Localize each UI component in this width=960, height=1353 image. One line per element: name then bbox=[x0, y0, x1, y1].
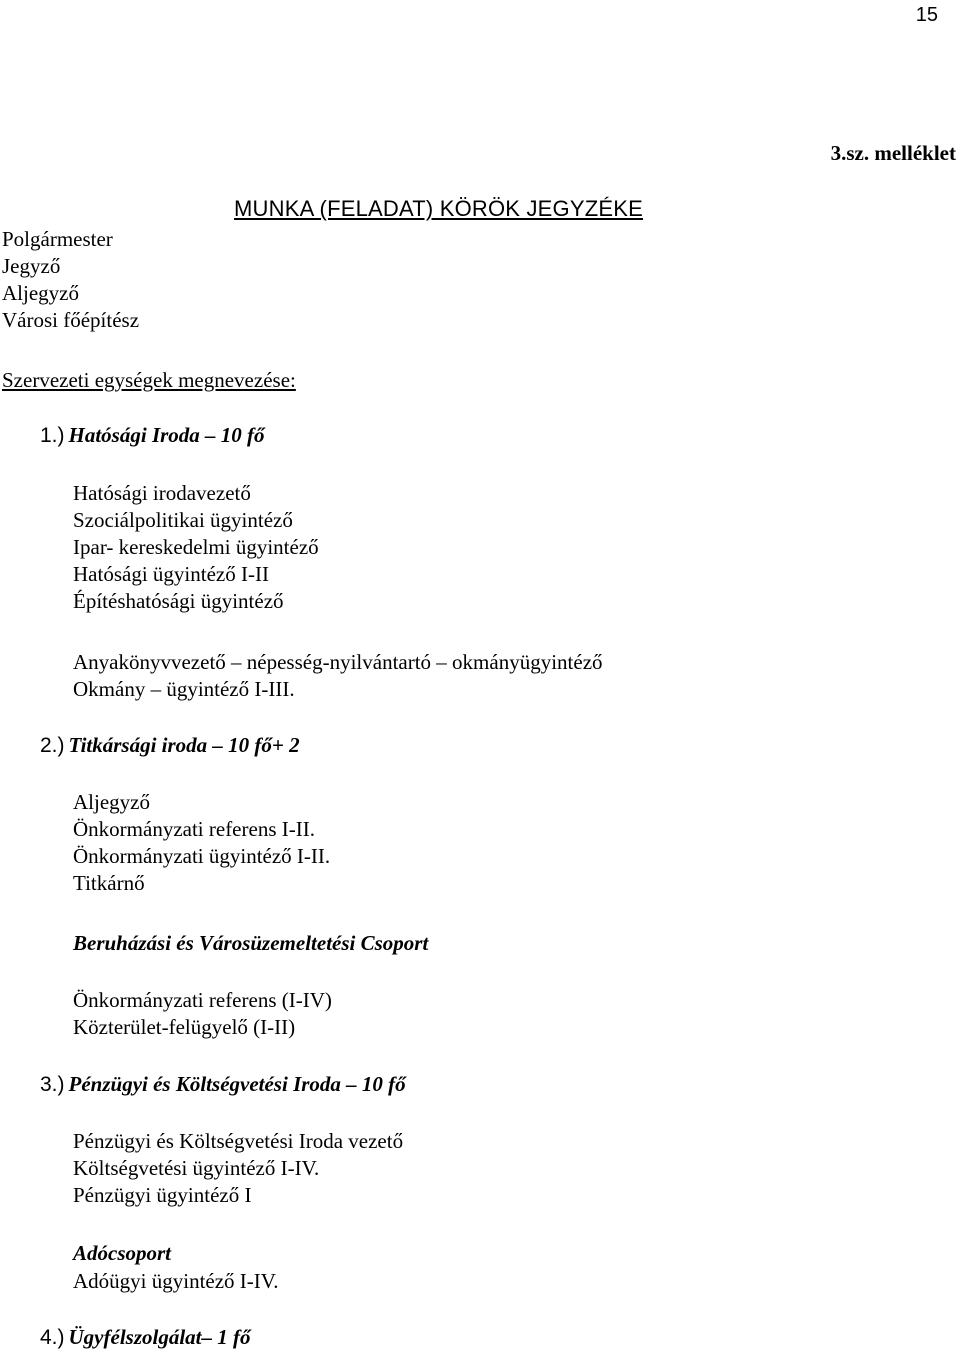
section-title: Pénzügyi és Költségvetési Iroda – 10 fő bbox=[68, 1072, 406, 1096]
leader-item: Polgármester bbox=[2, 227, 113, 251]
list-item: Költségvetési ügyintéző I-IV. bbox=[73, 1156, 320, 1180]
leader-item: Jegyző bbox=[2, 254, 61, 278]
subgroup-title: Adócsoport bbox=[73, 1241, 172, 1265]
list-item: Önkormányzati referens I-II. bbox=[73, 817, 315, 841]
list-item: Pénzügyi ügyintéző I bbox=[73, 1183, 252, 1207]
list-item: Titkárnő bbox=[73, 871, 145, 895]
section-4-heading bbox=[40, 1324, 251, 1353]
leader-item: Városi főépítész bbox=[2, 308, 140, 332]
list-item: Önkormányzati ügyintéző I-II. bbox=[73, 844, 331, 868]
list-item: Önkormányzati referens (I-IV) bbox=[73, 988, 332, 1012]
section-number: 1.) bbox=[40, 424, 65, 447]
page-number: 15 bbox=[915, 4, 938, 26]
section-number: 4.) bbox=[40, 1326, 65, 1349]
list-item: Pénzügyi és Költségvetési Iroda vezető bbox=[73, 1129, 404, 1153]
section-2-heading bbox=[40, 732, 300, 761]
section-1-heading bbox=[40, 422, 265, 451]
list-item: Közterület-felügyelő (I-II) bbox=[73, 1015, 296, 1039]
section-3-list bbox=[73, 1128, 403, 1209]
list-item: Ipar- kereskedelmi ügyintéző bbox=[73, 535, 319, 559]
subgroup-title: Beruházási és Városüzemeltetési Csoport bbox=[73, 931, 429, 955]
section-2-list bbox=[73, 789, 330, 897]
list-item: Hatósági ügyintéző I-II bbox=[73, 562, 269, 586]
leader-item: Aljegyző bbox=[2, 281, 79, 305]
list-item: Anyakönyvvezető – népesség-nyilvántartó – okmányügyintéző bbox=[73, 650, 603, 674]
section-title: Titkársági iroda – 10 fő+ 2 bbox=[68, 733, 300, 757]
list-item: Adóügyi ügyintéző I-IV. bbox=[73, 1269, 279, 1293]
list-item: Építéshatósági ügyintéző bbox=[73, 589, 284, 613]
leaders-list bbox=[2, 226, 139, 334]
section-3-subgroup-list bbox=[73, 1268, 279, 1295]
section-number: 3.) bbox=[40, 1073, 65, 1096]
document-title: MUNKA (FELADAT) KÖRÖK JEGYZÉKE bbox=[234, 196, 643, 221]
section-number: 2.) bbox=[40, 734, 65, 757]
annex-label: 3.sz. melléklet bbox=[830, 141, 956, 165]
list-item: Szociálpolitikai ügyintéző bbox=[73, 508, 293, 532]
section-3-heading bbox=[40, 1071, 406, 1100]
list-item: Aljegyző bbox=[73, 790, 150, 814]
section-title: Ügyfélszolgálat– 1 fő bbox=[68, 1325, 251, 1349]
section-title: Hatósági Iroda – 10 fő bbox=[68, 423, 265, 447]
units-heading: Szervezeti egységek megnevezése: bbox=[2, 368, 296, 392]
section-2-subgroup-list bbox=[73, 987, 332, 1041]
section-1-list-b bbox=[73, 649, 603, 703]
section-1-list-a bbox=[73, 480, 319, 615]
list-item: Okmány – ügyintéző I-III. bbox=[73, 677, 295, 701]
list-item: Hatósági irodavezető bbox=[73, 481, 251, 505]
